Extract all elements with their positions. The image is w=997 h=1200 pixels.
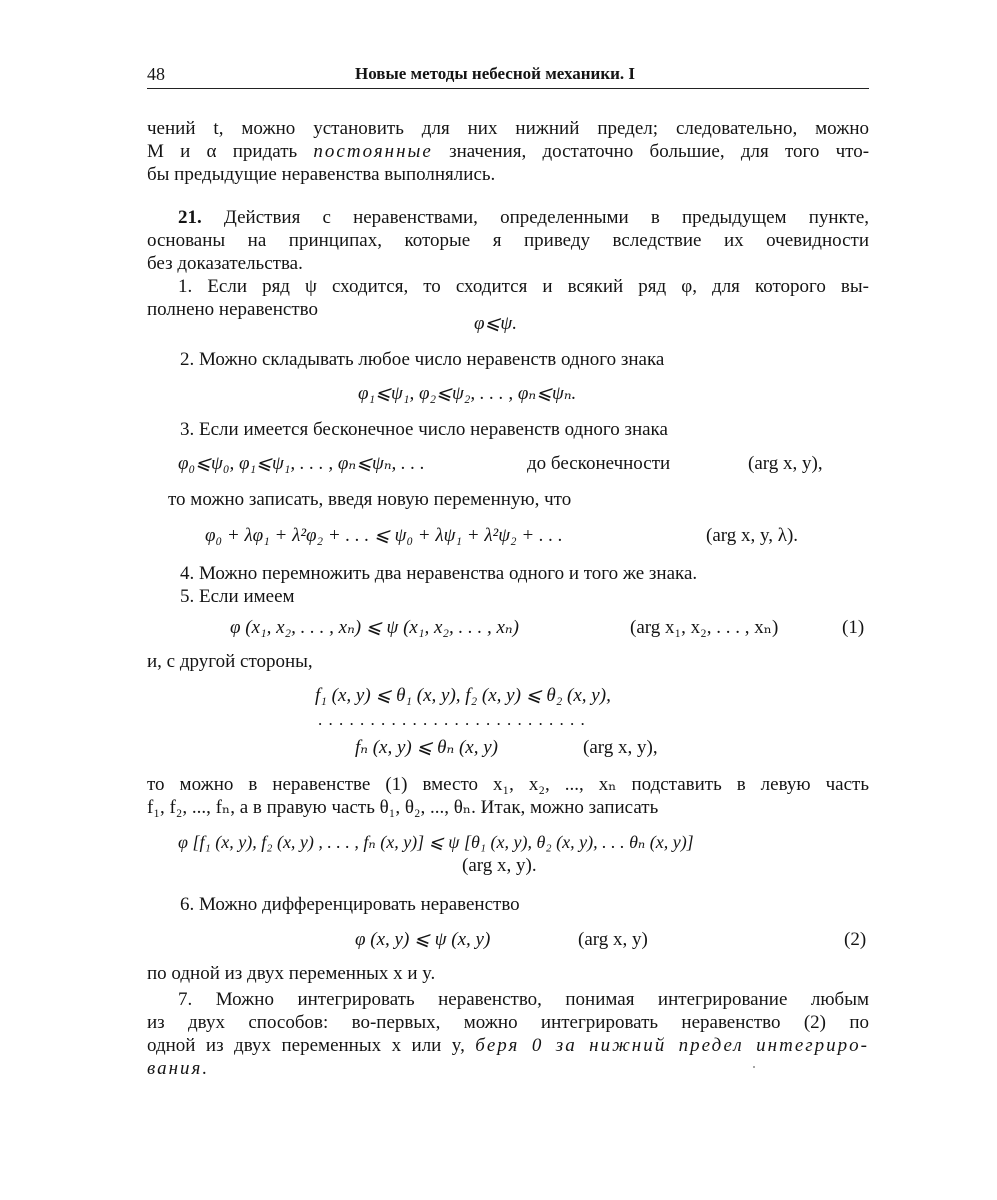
section-21-line-1-text: Действия с неравенствами, определенными в предыдущем пункте, (223, 207, 870, 228)
intro-line-2-part-2: значения, достаточно большие, для того что- (449, 141, 870, 162)
item-3-formula-1-text: до бесконечности (527, 453, 671, 474)
item-5-formula-2: φ [f₁ (x, y), f₂ (x, y) , . . . , fₙ (x, y)] ⩽ ψ [θ₁ (x, y), θ₂ (x, y), . . . θₙ (x, y)] (178, 832, 694, 852)
page-number: 48 (147, 64, 165, 84)
item-2-formula: φ₁⩽ψ₁, φ₂⩽ψ₂, . . . , φₙ⩽ψₙ. (358, 383, 577, 404)
item-7-line-2: из двух способов: во-первых, можно интегрировать неравенство (2) по (147, 1012, 869, 1033)
item-6-text-2: по одной из двух переменных x и y. (147, 963, 436, 984)
item-2-text: 2. Можно складывать любое число неравенств одного знака (180, 349, 665, 370)
item-5-text-3-line-1: то можно в неравенстве (1) вместо x₁, x₂, ..., xₙ подставить в левую часть (147, 774, 869, 795)
equation-number-1: (1) (842, 617, 865, 638)
intro-line-2-part-1: M и α придать (147, 141, 298, 162)
item-7-line-3-italic: беря 0 за нижний предел интегриро- (475, 1035, 869, 1056)
item-1-line-1: 1. Если ряд ψ сходится, то сходится и всякий ряд φ, для которого вы- (178, 276, 869, 297)
item-3-formula-2-arg: (arg x, y, λ). (706, 525, 799, 546)
section-21-line-2: основаны на принципах, которые я приведу вследствие их очевидности (147, 230, 869, 251)
item-3-formula-2: φ₀ + λφ₁ + λ²φ₂ + . . . ⩽ ψ₀ + λψ₁ + λ²ψ₂ + . . . (205, 525, 563, 546)
item-3-text: 3. Если имеется бесконечное число неравенств одного знака (180, 419, 668, 440)
header-rule (147, 88, 869, 89)
intro-line-2 (147, 140, 869, 164)
item-7-line-3 (147, 1034, 869, 1058)
item-5-system-dots: . . . . . . . . . . . . . . . . . . . . . . . . . . (318, 710, 586, 729)
item-5-formula-2-arg: (arg x, y). (462, 855, 537, 876)
running-title: Новые методы небесной механики. I (355, 64, 636, 83)
intro-line-3: бы предыдущие неравенства выполнялись. (147, 164, 496, 185)
item-7-line-3-part-1: одной из двух переменных x или y, (147, 1035, 465, 1056)
section-21-number: 21. (178, 207, 202, 228)
item-5-text-3-line-2: f₁, f₂, ..., fₙ, а в правую часть θ₁, θ₂, ..., θₙ. Итак, можно записать (147, 797, 659, 818)
item-5-formula-1: φ (x₁, x₂, . . . , xₙ) ⩽ ψ (x₁, x₂, . . . , xₙ) (230, 617, 519, 638)
section-21-line-3: без доказательства. (147, 253, 303, 274)
item-7-line-1: 7. Можно интегрировать неравенство, понимая интегрирование любым (178, 989, 869, 1010)
item-5-text: 5. Если имеем (180, 586, 295, 607)
intro-line-1: чений t, можно установить для них нижний предел; следовательно, можно (147, 118, 869, 139)
item-3-formula-1-arg: (arg x, y), (748, 453, 823, 474)
item-4-text: 4. Можно перемножить два неравенства одного и того же знака. (180, 563, 698, 584)
equation-number-2: (2) (844, 929, 867, 950)
item-6-text: 6. Можно дифференцировать неравенство (180, 894, 520, 915)
item-5-system-line-3: fₙ (x, y) ⩽ θₙ (x, y) (355, 737, 498, 758)
intro-italic-word: постоянные (313, 141, 433, 162)
item-7-line-4: вания. (147, 1058, 210, 1079)
item-5-system-line-1: f₁ (x, y) ⩽ θ₁ (x, y), f₂ (x, y) ⩽ θ₂ (x, y), (315, 685, 611, 706)
section-21-line-1 (178, 206, 869, 230)
item-6-formula: φ (x, y) ⩽ ψ (x, y) (355, 929, 491, 950)
item-5-formula-1-arg: (arg x₁, x₂, . . . , xₙ) (630, 617, 779, 638)
item-6-formula-arg: (arg x, y) (578, 929, 648, 950)
item-1-line-2: полнено неравенство (147, 299, 318, 320)
speck-mark (753, 1066, 755, 1068)
item-3-formula-1: φ₀⩽ψ₀, φ₁⩽ψ₁, . . . , φₙ⩽ψₙ, . . . (178, 453, 425, 474)
item-5-system-line-3-arg: (arg x, y), (583, 737, 658, 758)
item-1-formula: φ⩽ψ. (474, 313, 517, 334)
item-3-text-2: то можно записать, введя новую переменную, что (168, 489, 572, 510)
item-5-text-2: и, с другой стороны, (147, 651, 313, 672)
